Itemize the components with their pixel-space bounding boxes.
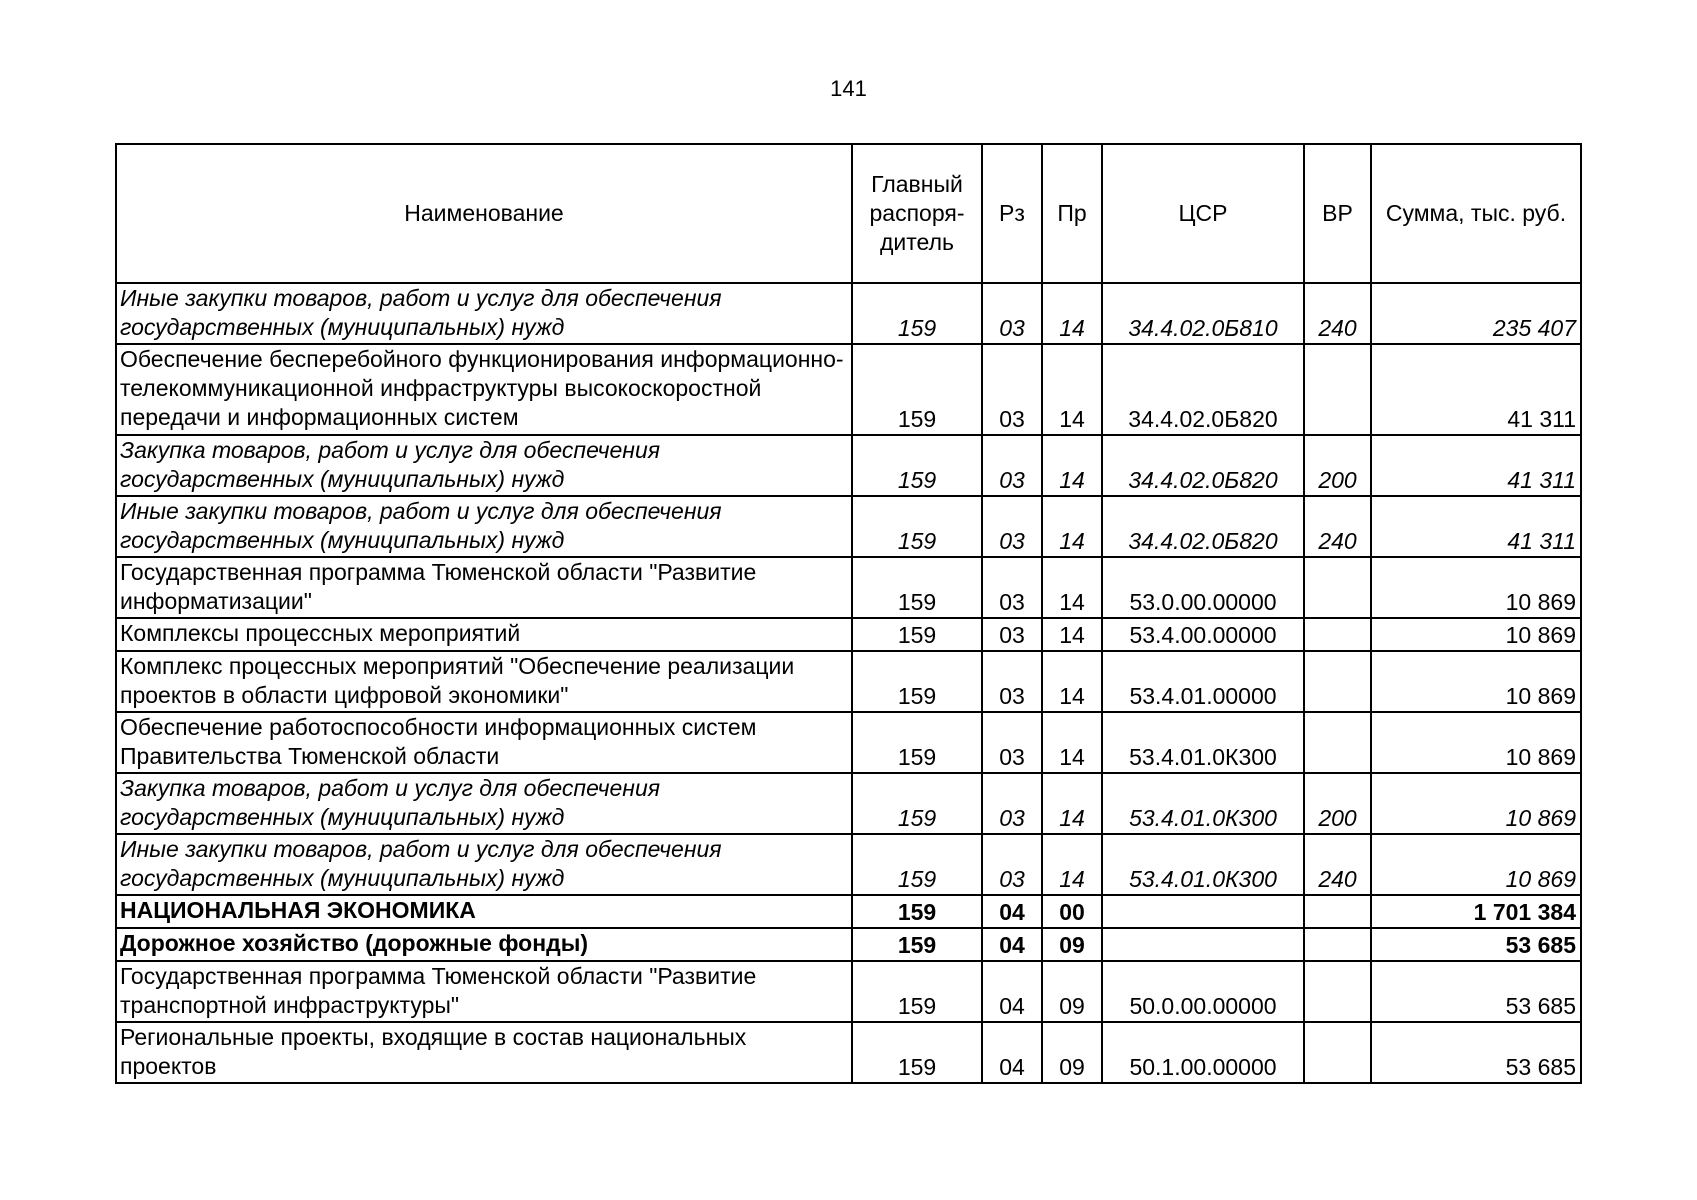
table-row: [116, 1022, 1581, 1083]
row-section: 03: [982, 618, 1042, 651]
row-sum: 10 869: [1371, 773, 1581, 834]
row-chief-manager: 159: [852, 961, 982, 1022]
row-expense-type: [1304, 557, 1371, 618]
table-row: [116, 834, 1581, 895]
row-section: 03: [982, 834, 1042, 895]
row-subsection: 14: [1042, 496, 1102, 557]
row-chief-manager: 159: [852, 712, 982, 773]
row-chief-manager: 159: [852, 834, 982, 895]
table-row: [116, 651, 1581, 712]
row-section: 03: [982, 712, 1042, 773]
table-row: [116, 557, 1581, 618]
row-expense-type: 240: [1304, 834, 1371, 895]
row-target-article: 53.4.01.00000: [1102, 651, 1304, 712]
row-section: 03: [982, 773, 1042, 834]
row-sum: 53 685: [1371, 928, 1581, 961]
row-name: Иные закупки товаров, работ и услуг для обеспечения государственных (муниципальных) нужд: [116, 496, 852, 557]
row-section: 04: [982, 1022, 1042, 1083]
row-sum: 10 869: [1371, 557, 1581, 618]
column-header-section: Рз: [982, 144, 1042, 283]
row-section: 03: [982, 435, 1042, 496]
row-section: 04: [982, 895, 1042, 928]
row-name: Региональные проекты, входящие в состав национальных проектов: [116, 1022, 852, 1083]
row-target-article: 34.4.02.0Б820: [1102, 344, 1304, 435]
row-chief-manager: 159: [852, 344, 982, 435]
row-sum: 41 311: [1371, 435, 1581, 496]
table-row: [116, 961, 1581, 1022]
row-name: НАЦИОНАЛЬНАЯ ЭКОНОМИКА: [116, 895, 852, 928]
row-name: Государственная программа Тюменской области "Развитие транспортной инфраструктуры": [116, 961, 852, 1022]
table-row: [116, 618, 1581, 651]
row-chief-manager: 159: [852, 557, 982, 618]
column-header-subsection: Пр: [1042, 144, 1102, 283]
row-subsection: 09: [1042, 928, 1102, 961]
table-row: [116, 712, 1581, 773]
row-subsection: 14: [1042, 435, 1102, 496]
row-section: 04: [982, 961, 1042, 1022]
row-sum: 53 685: [1371, 961, 1581, 1022]
row-target-article: 34.4.02.0Б820: [1102, 435, 1304, 496]
row-sum: 53 685: [1371, 1022, 1581, 1083]
row-section: 04: [982, 928, 1042, 961]
row-expense-type: 200: [1304, 435, 1371, 496]
row-subsection: 14: [1042, 651, 1102, 712]
row-sum: 235 407: [1371, 283, 1581, 344]
row-expense-type: [1304, 928, 1371, 961]
row-expense-type: [1304, 344, 1371, 435]
row-target-article: 50.0.00.00000: [1102, 961, 1304, 1022]
row-name: Комплексы процессных мероприятий: [116, 618, 852, 651]
row-expense-type: 240: [1304, 496, 1371, 557]
row-target-article: [1102, 928, 1304, 961]
budget-table: [115, 143, 1582, 1084]
row-target-article: [1102, 895, 1304, 928]
row-section: 03: [982, 651, 1042, 712]
row-section: 03: [982, 496, 1042, 557]
row-chief-manager: 159: [852, 283, 982, 344]
row-name: Закупка товаров, работ и услуг для обеспечения государственных (муниципальных) нужд: [116, 773, 852, 834]
row-subsection: 14: [1042, 283, 1102, 344]
row-subsection: 14: [1042, 557, 1102, 618]
row-section: 03: [982, 557, 1042, 618]
row-target-article: 53.4.01.0К300: [1102, 834, 1304, 895]
row-chief-manager: 159: [852, 435, 982, 496]
row-target-article: 34.4.02.0Б810: [1102, 283, 1304, 344]
row-chief-manager: 159: [852, 773, 982, 834]
page-number: 141: [830, 76, 867, 101]
row-chief-manager: 159: [852, 618, 982, 651]
row-target-article: 53.4.01.0К300: [1102, 773, 1304, 834]
row-section: 03: [982, 344, 1042, 435]
table-row: [116, 895, 1581, 928]
row-target-article: 34.4.02.0Б820: [1102, 496, 1304, 557]
row-subsection: 09: [1042, 1022, 1102, 1083]
column-header-sum: Сумма, тыс. руб.: [1371, 144, 1581, 283]
row-expense-type: 240: [1304, 283, 1371, 344]
row-sum: 10 869: [1371, 651, 1581, 712]
row-name: Дорожное хозяйство (дорожные фонды): [116, 928, 852, 961]
row-name: Иные закупки товаров, работ и услуг для обеспечения государственных (муниципальных) нужд: [116, 283, 852, 344]
row-chief-manager: 159: [852, 651, 982, 712]
row-expense-type: [1304, 712, 1371, 773]
row-subsection: 00: [1042, 895, 1102, 928]
table-row: [116, 344, 1581, 435]
row-expense-type: [1304, 1022, 1371, 1083]
row-name: Государственная программа Тюменской области "Развитие информатизации": [116, 557, 852, 618]
column-header-target-article: ЦСР: [1102, 144, 1304, 283]
row-expense-type: [1304, 618, 1371, 651]
row-chief-manager: 159: [852, 895, 982, 928]
row-chief-manager: 159: [852, 496, 982, 557]
column-header-name: Наименование: [116, 144, 852, 283]
row-sum: 41 311: [1371, 344, 1581, 435]
table-row: [116, 283, 1581, 344]
row-expense-type: [1304, 961, 1371, 1022]
table-row: [116, 928, 1581, 961]
column-header-expense-type: ВР: [1304, 144, 1371, 283]
row-name: Закупка товаров, работ и услуг для обеспечения государственных (муниципальных) нужд: [116, 435, 852, 496]
row-sum: 10 869: [1371, 712, 1581, 773]
row-sum: 41 311: [1371, 496, 1581, 557]
row-name: Иные закупки товаров, работ и услуг для обеспечения государственных (муниципальных) нужд: [116, 834, 852, 895]
row-subsection: 09: [1042, 961, 1102, 1022]
row-sum: 1 701 384: [1371, 895, 1581, 928]
row-name: Обеспечение работоспособности информационных систем Правительства Тюменской области: [116, 712, 852, 773]
table-header-row: [116, 144, 1581, 283]
row-name: Обеспечение бесперебойного функционирования информационно-телекоммуникационной инфраструктуры высокоскоростной передачи и информационных систем: [116, 344, 852, 435]
row-target-article: 53.0.00.00000: [1102, 557, 1304, 618]
row-subsection: 14: [1042, 344, 1102, 435]
table-row: [116, 773, 1581, 834]
table-row: [116, 435, 1581, 496]
row-subsection: 14: [1042, 834, 1102, 895]
row-expense-type: [1304, 895, 1371, 928]
row-expense-type: 200: [1304, 773, 1371, 834]
row-target-article: 53.4.00.00000: [1102, 618, 1304, 651]
row-target-article: 53.4.01.0К300: [1102, 712, 1304, 773]
row-section: 03: [982, 283, 1042, 344]
row-chief-manager: 159: [852, 928, 982, 961]
row-sum: 10 869: [1371, 834, 1581, 895]
row-subsection: 14: [1042, 712, 1102, 773]
row-chief-manager: 159: [852, 1022, 982, 1083]
column-header-chief-manager: Главный распоря-дитель: [852, 144, 982, 283]
row-sum: 10 869: [1371, 618, 1581, 651]
row-target-article: 50.1.00.00000: [1102, 1022, 1304, 1083]
row-subsection: 14: [1042, 773, 1102, 834]
row-subsection: 14: [1042, 618, 1102, 651]
row-expense-type: [1304, 651, 1371, 712]
row-name: Комплекс процессных мероприятий "Обеспечение реализации проектов в области цифровой экономики": [116, 651, 852, 712]
table-row: [116, 496, 1581, 557]
